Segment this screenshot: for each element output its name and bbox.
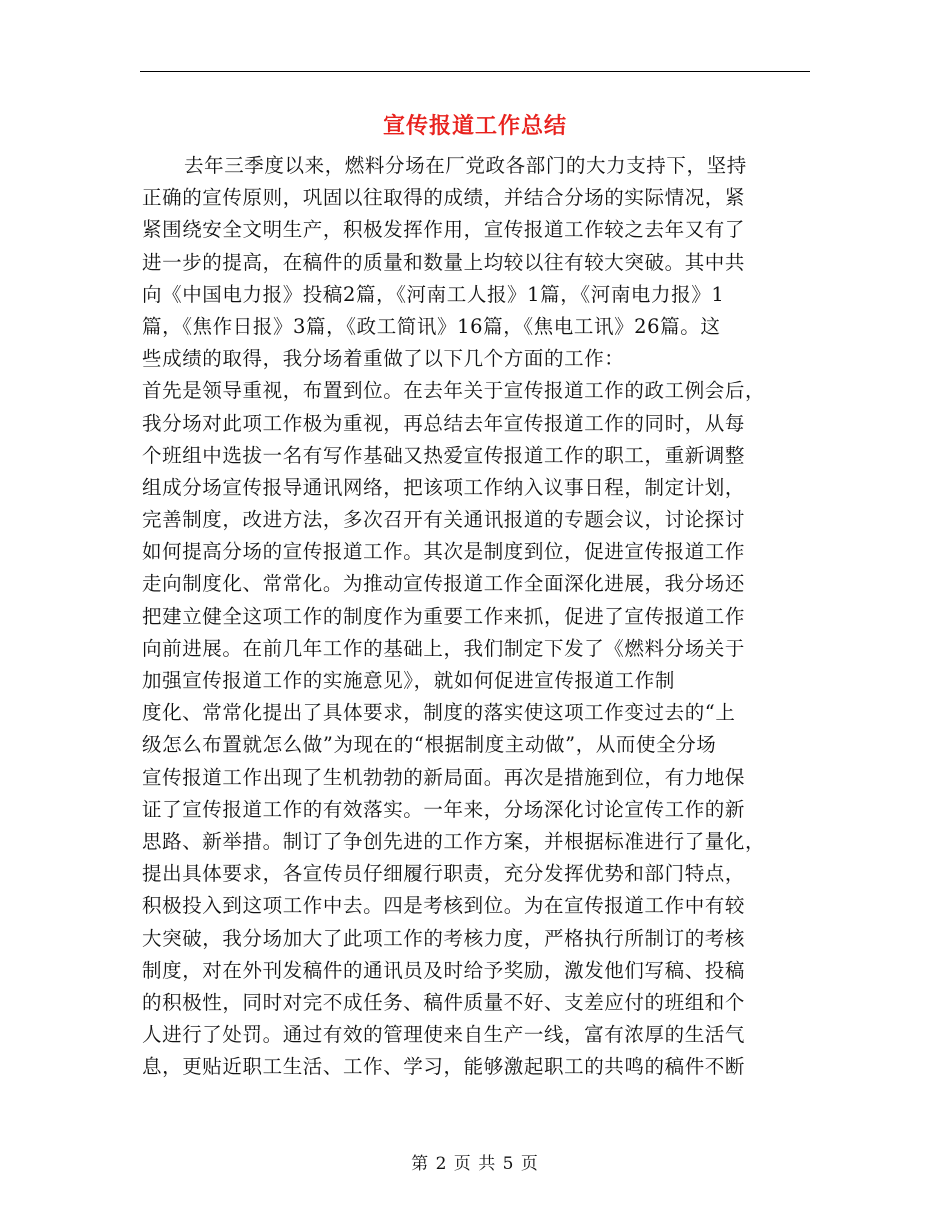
body-line: 级怎么布置就怎么做”为现在的“根据制度主动做”，从而使全分场	[142, 733, 717, 757]
body-line: 完善制度，改进方法，多次召开有关通讯报道的专题会议，讨论探讨	[142, 508, 746, 532]
body-line: 个班组中选拔一名有写作基础又热爱宣传报道工作的职工，重新调整	[142, 443, 746, 467]
document-body	[142, 150, 812, 1083]
body-line: 息，更贴近职工生活、工作、学习，能够激起职工的共鸣的稿件不断	[142, 1055, 746, 1079]
body-line: 思路、新举措。制订了争创先进的工作方案，并根据标准进行了量化，	[142, 829, 766, 853]
body-line: 制度，对在外刊发稿件的通讯员及时给予奖励，激发他们写稿、投稿	[142, 958, 746, 982]
body-line: 首先是领导重视，布置到位。在去年关于宣传报道工作的政工例会后，	[142, 379, 766, 403]
body-line: 走向制度化、常常化。为推动宣传报道工作全面深化进展，我分场还	[142, 572, 746, 596]
body-line: 我分场对此项工作极为重视，再总结去年宣传报道工作的同时，从每	[142, 411, 746, 435]
body-line: 组成分场宣传报导通讯网络，把该项工作纳入议事日程，制定计划，	[142, 475, 746, 499]
body-line: 提出具体要求，各宣传员仔细履行职责，充分发挥优势和部门特点，	[142, 862, 746, 886]
body-line: 紧围绕安全文明生产，积极发挥作用，宣传报道工作较之去年又有了	[142, 218, 746, 242]
page-number: 第 2 页 共 5 页	[411, 1154, 539, 1174]
document-title: 宣传报道工作总结	[382, 113, 567, 139]
body-line: 去年三季度以来，燃料分场在厂党政各部门的大力支持下，坚持	[184, 154, 747, 177]
body-line: 加强宣传报道工作的实施意见》，就如何促进宣传报道工作制	[142, 669, 675, 692]
body-line: 如何提高分场的宣传报道工作。其次是制度到位，促进宣传报道工作	[142, 540, 746, 564]
body-line: 把建立健全这项工作的制度作为重要工作来抓，促进了宣传报道工作	[142, 604, 746, 628]
body-line: 进一步的提高，在稿件的质量和数量上均较以往有较大突破。其中共	[142, 250, 746, 274]
body-line: 积极投入到这项工作中去。四是考核到位。为在宣传报道工作中有较	[142, 894, 746, 918]
body-line: 人进行了处罚。通过有效的管理使来自生产一线，富有浓厚的生活气	[142, 1023, 746, 1047]
body-line: 宣传报道工作出现了生机勃勃的新局面。再次是措施到位，有力地保	[142, 765, 746, 789]
body-line: 大突破，我分场加大了此项工作的考核力度，严格执行所制订的考核	[142, 926, 746, 950]
body-line: 正确的宣传原则，巩固以往取得的成绩，并结合分场的实际情况，紧	[142, 186, 746, 210]
body-line: 证了宣传报道工作的有效落实。一年来，分场深化讨论宣传工作的新	[142, 797, 746, 821]
body-line: 篇，《焦作日报》3篇，《政工简讯》16篇，《焦电工讯》26篇。这	[142, 314, 721, 338]
body-line: 向前进展。在前几年工作的基础上，我们制定下发了《燃料分场关于	[142, 636, 746, 660]
body-line: 些成绩的取得，我分场着重做了以下几个方面的工作：	[142, 347, 625, 371]
body-line: 向《中国电力报》投稿2篇，《河南工人报》1篇，《河南电力报》1	[142, 282, 725, 306]
header-rule	[140, 71, 810, 72]
body-line: 的积极性，同时对完不成任务、稿件质量不好、支差应付的班组和个	[142, 990, 746, 1014]
body-line: 度化、常常化提出了具体要求，制度的落实使这项工作变过去的“上	[142, 701, 736, 725]
